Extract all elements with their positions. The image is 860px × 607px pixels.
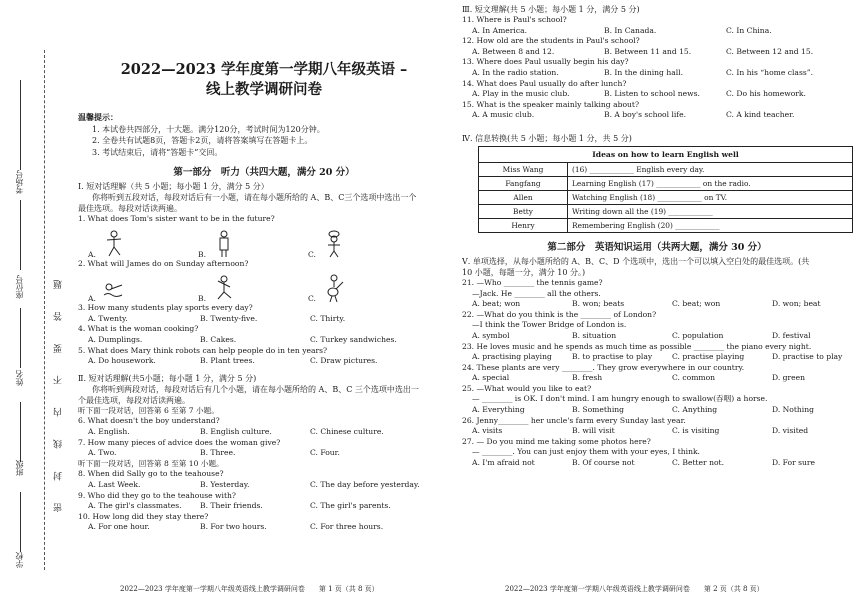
option[interactable]: C. Thirty. [310,313,346,323]
option[interactable]: C. Better not. [672,458,725,468]
option[interactable]: B. A boy's school life. [604,110,687,120]
options-11 [462,26,852,37]
options-3 [78,314,450,325]
dancer-icon [102,229,126,259]
options-12 [462,47,852,58]
picture-options-1 [78,225,450,259]
option[interactable]: C. Chinese culture. [310,426,384,436]
option[interactable]: C. common [672,373,716,383]
option[interactable]: C. The girl's parents. [310,501,391,511]
option[interactable]: C. Do his homework. [726,89,806,99]
sec2-desc: 个最佳选项，每段对话读两遍。 [78,395,190,405]
table-row [479,204,853,218]
option-label: C. [308,249,316,259]
info-table [478,146,853,233]
field-line [20,308,21,368]
exam-title-line2: 线上教学调研问卷 [206,81,322,98]
question-12: 12. How old are the students in Paul's school? [462,36,640,46]
question-9: 9. Who did they go to the teahouse with? [78,490,236,500]
option[interactable]: D. visited [772,426,809,436]
field-line [20,402,21,462]
option[interactable]: D. won; beat [772,299,821,309]
notice-title: 温馨提示： [78,112,118,122]
field-school: 学校 [15,552,24,568]
notice [78,112,450,158]
table-cell-name: Henry [479,218,568,232]
swimming-icon [102,273,126,303]
field-line [20,200,21,270]
table-cell-name: Betty [479,204,568,218]
question-22: 22. —What do you think is the ________ of London? [462,309,657,319]
options-6 [78,427,450,438]
notice-item: 1. 本试卷共四部分，十大题。满分120分，考试时间为120分钟。 [92,124,325,134]
picture-option[interactable] [88,273,198,303]
conversation-note: 听下面一段对话，回答第 6 至第 7 小题。 [78,405,219,415]
picture-option[interactable] [198,229,308,259]
option[interactable]: C. beat; won [672,299,721,309]
option[interactable]: B. Between 11 and 15. [604,46,692,56]
sec2-desc: 你将听到两段对话，每段对话后有几个小题，请在每小题所给的 A、B、C 三个选项中选出一 [92,384,419,394]
question-24: 24. These plants are very ________. They grow everywhere in our country. [462,362,745,372]
question-27-reply: — ________. You can just enjoy them with your eyes, I think. [472,447,700,457]
question-5: 5. What does Mary think robots can help people do in ten years? [78,345,328,355]
seal-line [44,50,45,570]
option[interactable]: A. Do housework. [88,356,156,366]
table-cell-text[interactable]: Remembering English (20) ____________ [568,218,853,232]
table-row [479,162,853,176]
option[interactable]: C. Four. [310,448,340,458]
part2-title: 第二部分 英语知识运用（共两大题，满分 30 分） [547,241,767,253]
question-11: 11. Where is Paul's school? [462,15,567,24]
question-14: 14. What does Paul usually do after lunch? [462,78,627,88]
question-4: 4. What is the woman cooking? [78,324,199,334]
table-cell-text[interactable]: Writing down all the (19) ____________ [568,204,853,218]
option[interactable]: A. Play in the music club. [472,89,570,99]
question-8: 8. When did Sally go to the teahouse? [78,469,224,479]
option[interactable]: B. For two hours. [200,522,267,532]
option[interactable]: A. Between 8 and 12. [472,46,555,56]
option[interactable]: C. Anything [672,405,718,415]
notice-item: 3. 考试结束后，请将“答题卡”交回。 [92,147,223,157]
question-6: 6. What doesn't the boy understand? [78,416,220,426]
sec2-title: Ⅱ. 短对话理解(共5小题；每小题 1 分，满分 5 分) [78,373,257,383]
guitar-icon [322,273,346,303]
option[interactable]: C. For three hours. [310,522,384,532]
sec1-title: Ⅰ. 短对话理解（共 5 小题；每小题 1 分，满分 5 分） [78,182,269,191]
question-22-reply: —I think the Tower Bridge of London is. [472,320,627,330]
question-21: 21. —Who ________ the tennis game? [462,277,603,287]
binding-strip [0,40,62,580]
picture-option[interactable] [308,273,418,303]
seal-notice: 密 封 线 内 不 要 答 题 [54,270,64,513]
sec4-title: Ⅳ. 信息转换(共 5 小题；每小题 1 分，共 5 分) [462,133,632,143]
option[interactable]: A. Dumplings. [88,334,143,344]
option[interactable]: C. In China. [726,25,772,35]
options-14 [462,89,852,100]
question-15: 15. What is the speaker mainly talking about? [462,99,640,109]
sec5-desc: 10 小题，每题一分，满分 10 分。) [462,267,586,277]
option-label: C. [308,294,316,304]
table-cell-name: Fangfang [479,176,568,190]
table-row [479,218,853,232]
option[interactable]: D. For sure [772,458,816,468]
option[interactable]: D. Nothing [772,405,814,415]
option[interactable]: A. In the radio station. [472,67,559,77]
page-footer-right: 2022—2023 学年度第一学期八年级英语线上教学调研问卷 第 2 页（共 8 页） [505,585,764,593]
option[interactable]: B. Yesterday. [200,479,250,489]
option[interactable]: D. practise to play [772,352,843,362]
table-cell-text[interactable]: Learning English (17) ____________ on the radio. [568,176,853,190]
sec5-desc: Ⅴ. 单项选择，从每小题所给的 A、B、C、D 个选项中，选出一个可以填入空白处的最佳选项。(共 [462,256,810,266]
options-9 [78,501,450,512]
option[interactable]: A. Twenty. [88,313,128,323]
option[interactable]: A. beat; won [472,299,521,309]
notice-item: 2. 全卷共有试题8页，答题卡2页，请将答案填写在答题卡上。 [92,136,313,145]
doctor-icon [212,229,236,259]
option[interactable]: B. will visit [572,426,615,436]
question-10: 10. How long did they stay there? [78,511,209,521]
option[interactable]: B. won; beats [572,299,625,309]
option[interactable]: C. Turkey sandwiches. [310,334,397,344]
options-8 [78,480,450,491]
option[interactable]: B. situation [572,330,617,340]
option[interactable]: A. practising playing [472,352,552,362]
option[interactable]: B. In the dining hall. [604,67,684,77]
options-15 [462,110,852,121]
option[interactable]: C. A kind teacher. [726,110,795,120]
option[interactable]: B. to practise to play [572,352,653,362]
options-21 [462,299,852,310]
table-cell-name: Allen [479,190,568,204]
option[interactable]: B. English culture. [200,426,272,436]
option[interactable]: B. fresh [572,373,603,383]
option[interactable]: A. I'm afraid not [472,458,535,468]
question-23: 23. He loves music and he spends as much time as possible ________ the piano every night. [462,341,812,351]
question-27: 27. — Do you mind me taking some photos here? [462,436,651,446]
question-25-reply: — ________ is OK. I don't mind. I am hungry enough to swallow(吞咽) a horse. [472,394,768,404]
option[interactable]: B. Of course not [572,458,635,468]
option[interactable]: C. In his “home class”. [726,67,814,77]
field-name: 姓名 [15,370,24,386]
picture-option[interactable] [198,273,308,303]
option[interactable]: A. Last Week. [88,479,141,489]
option[interactable]: A. special [472,373,510,383]
cook-icon [322,229,346,259]
options-25 [462,405,852,416]
field-exam-room: 考场号 [15,170,24,194]
option-label: B. [198,294,206,304]
picture-option[interactable] [308,229,418,259]
field-line [20,80,21,170]
option[interactable]: B. Something [572,405,624,415]
option[interactable]: A. In America. [472,25,528,35]
option[interactable]: D. green [772,373,806,383]
option[interactable]: A. The girl's classmates. [88,501,182,511]
options-22 [462,331,852,342]
part1-title: 第一部分 听力（共四大题，满分 20 分） [173,167,355,178]
option[interactable]: C. The day before yesterday. [310,479,420,489]
option[interactable]: B. Plant trees. [200,356,255,366]
option[interactable]: B. Cakes. [200,334,237,344]
option[interactable]: A. Two. [88,448,117,458]
table-cell-name: Miss Wang [479,162,568,176]
option[interactable]: A. symbol [472,330,510,340]
options-24 [462,373,852,384]
options-23 [462,352,852,363]
conversation-note: 听下面一段对话，回答第 8 至第 10 小题。 [78,458,224,468]
table-cell-text[interactable]: Watching English (18) ____________ on TV. [568,190,853,204]
option[interactable]: A. Everything [472,405,525,415]
option[interactable]: B. In Canada. [604,25,657,35]
options-4 [78,335,450,346]
question-2: 2. What will James do on Sunday afternoon? [78,258,249,268]
option[interactable]: A. A music club. [472,110,535,120]
field-seat: 座位号 [15,275,24,299]
page-1 [78,0,450,533]
picture-option[interactable] [88,229,198,259]
table-row [479,176,853,190]
option[interactable]: D. festival [772,330,811,340]
option[interactable]: C. practise playing [672,352,745,362]
table-header: Ideas on how to learn English well [479,146,853,162]
table-cell-text[interactable]: (16) ____________ English every day. [568,162,853,176]
sec3-title: Ⅲ. 短文理解(共 5 小题；每小题 1 分，满分 5 分) [462,5,640,14]
option-label: B. [198,249,206,259]
question-7: 7. How many pieces of advice does the woman give? [78,437,281,447]
options-27 [462,458,852,469]
table-row [479,190,853,204]
option[interactable]: B. Their friends. [200,501,263,511]
option[interactable]: C. Between 12 and 15. [726,46,814,56]
question-13: 13. Where does Paul usually begin his day? [462,57,629,67]
option[interactable]: B. Listen to school news. [604,89,700,99]
exam-title-line1: 2022—2023 学年度第一学期八年级英语 – [120,61,408,78]
picture-options-2 [78,269,450,303]
option[interactable]: B. Twenty-five. [200,313,258,323]
field-line [20,492,21,552]
option[interactable]: C. is visiting [672,426,720,436]
options-26 [462,426,852,437]
question-21-reply: —Jack. He ________ all the others. [472,288,601,298]
question-25: 25. —What would you like to eat? [462,383,592,393]
option[interactable]: C. population [672,330,724,340]
page-2 [462,0,852,469]
field-class: 班级 [15,460,24,476]
option-label: A. [88,294,96,304]
options-13 [462,68,852,79]
option[interactable]: A. visits [472,426,503,436]
question-1: 1. What does Tom's sister want to be in the future? [78,214,275,223]
options-7 [78,448,450,459]
options-10 [78,522,450,533]
page-footer-left: 2022—2023 学年度第一学期八年级英语线上教学调研问卷 第 1 页（共 8 页） [120,585,379,593]
question-3: 3. How many students play sports every day? [78,303,253,313]
option[interactable]: B. Three. [200,448,236,458]
question-26: 26. Jenny________ her uncle's farm every Sunday last year. [462,415,686,425]
sec1-desc: 最佳选项。每段对话读两遍。 [78,204,182,213]
option[interactable]: A. For one hour. [88,522,150,532]
option-label: A. [88,249,96,259]
dancing-icon [212,273,236,303]
option[interactable]: C. Draw pictures. [310,356,378,366]
sec1-desc: 你将听到五段对话，每段对话后有一小题，请在每小题所给的 A、B、C三个选项中选出一个 [92,193,417,202]
option[interactable]: A. English. [88,426,130,436]
options-5 [78,356,450,367]
